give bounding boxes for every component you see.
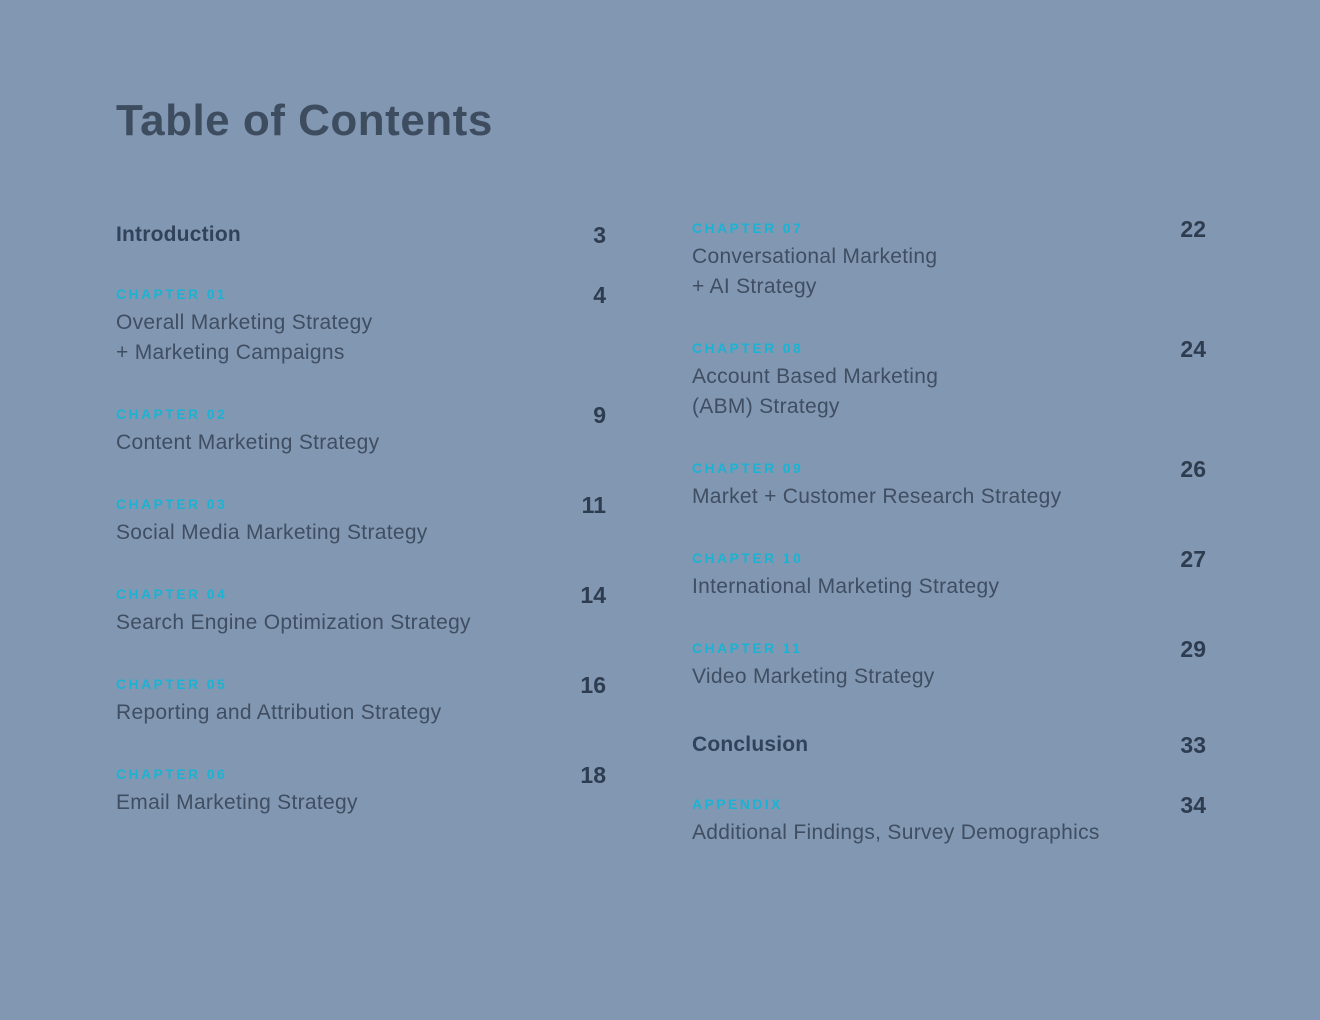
page-number: 29	[1180, 636, 1206, 662]
section-title: Introduction	[116, 223, 241, 246]
page-number: 4	[593, 282, 606, 308]
toc-entry-chapter-01[interactable]	[116, 282, 606, 368]
toc-entry-introduction[interactable]	[116, 220, 606, 250]
chapter-title-line: Reporting and Attribution Strategy	[116, 701, 442, 724]
chapter-label: CHAPTER 01	[116, 286, 228, 302]
page-number: 14	[580, 582, 606, 608]
chapter-title-line: Conversational Marketing	[692, 245, 938, 268]
toc-columns	[116, 216, 1206, 886]
toc-entry-chapter-11[interactable]	[692, 636, 1206, 692]
toc-entry-chapter-07[interactable]	[692, 216, 1206, 302]
chapter-title-line: Overall Marketing Strategy	[116, 311, 373, 334]
chapter-title-line: Video Marketing Strategy	[692, 665, 935, 688]
toc-entry-conclusion[interactable]	[692, 730, 1206, 760]
chapter-title-line: Market + Customer Research Strategy	[692, 485, 1062, 508]
toc-right-column	[692, 216, 1206, 886]
chapter-title-line: Email Marketing Strategy	[116, 791, 358, 814]
chapter-title-line: Content Marketing Strategy	[116, 431, 380, 454]
chapter-label: CHAPTER 03	[116, 496, 228, 512]
page-number: 22	[1180, 216, 1206, 242]
page-number: 24	[1180, 336, 1206, 362]
chapter-title-line: + AI Strategy	[692, 275, 817, 298]
page-number: 33	[1180, 732, 1206, 758]
chapter-title-line: (ABM) Strategy	[692, 395, 840, 418]
page-number: 11	[581, 492, 606, 518]
toc-entry-chapter-06[interactable]	[116, 762, 606, 818]
chapter-title-line: + Marketing Campaigns	[116, 341, 345, 364]
page-number: 18	[580, 762, 606, 788]
chapter-title-line: Account Based Marketing	[692, 365, 939, 388]
chapter-label: CHAPTER 08	[692, 340, 804, 356]
toc-left-column	[116, 220, 606, 886]
chapter-label: CHAPTER 05	[116, 676, 228, 692]
chapter-title-line: Search Engine Optimization Strategy	[116, 611, 471, 634]
page-number: 9	[593, 402, 606, 428]
chapter-label: APPENDIX	[692, 796, 783, 812]
toc-entry-chapter-10[interactable]	[692, 546, 1206, 602]
toc-entry-chapter-05[interactable]	[116, 672, 606, 728]
page-number: 27	[1180, 546, 1206, 572]
chapter-label: CHAPTER 06	[116, 766, 228, 782]
toc-entry-chapter-02[interactable]	[116, 402, 606, 458]
toc-entry-appendix[interactable]	[692, 792, 1206, 848]
chapter-label: CHAPTER 02	[116, 406, 228, 422]
chapter-title-line: International Marketing Strategy	[692, 575, 1000, 598]
chapter-title-line: Additional Findings, Survey Demographics	[692, 821, 1100, 844]
chapter-title-line: Social Media Marketing Strategy	[116, 521, 428, 544]
toc-entry-chapter-08[interactable]	[692, 336, 1206, 422]
toc-entry-chapter-09[interactable]	[692, 456, 1206, 512]
chapter-label: CHAPTER 11	[692, 640, 803, 656]
page-number: 26	[1180, 456, 1206, 482]
page-number: 16	[580, 672, 606, 698]
chapter-label: CHAPTER 07	[692, 220, 804, 236]
chapter-label: CHAPTER 09	[692, 460, 804, 476]
page-number: 34	[1180, 792, 1206, 818]
section-title: Conclusion	[692, 733, 809, 756]
toc-entry-chapter-03[interactable]	[116, 492, 606, 548]
page-number: 3	[593, 222, 606, 248]
chapter-label: CHAPTER 04	[116, 586, 228, 602]
page-title: Table of Contents	[116, 96, 493, 145]
toc-entry-chapter-04[interactable]	[116, 582, 606, 638]
chapter-label: CHAPTER 10	[692, 550, 804, 566]
